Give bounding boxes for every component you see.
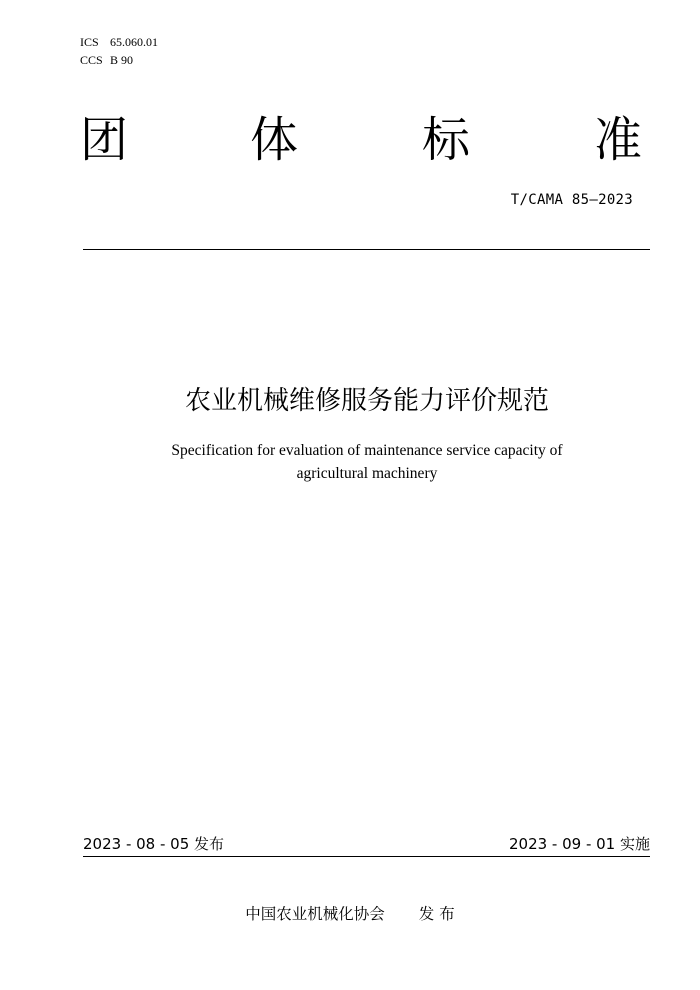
issue-date: 2023 - 08 - 05 发布 <box>83 835 225 853</box>
doc-type-char-3: 标 <box>422 112 471 168</box>
implementation-date: 2023 - 09 - 01 实施 <box>508 835 650 853</box>
publisher-name: 中国农业机械化协会 <box>245 905 385 923</box>
title-english-line-2: agricultural machinery <box>296 465 438 482</box>
publisher-line <box>0 904 700 924</box>
doc-type-char-4: 准 <box>594 112 643 168</box>
title-english <box>0 439 700 485</box>
ccs-code <box>80 53 133 67</box>
doc-type-char-2: 体 <box>250 112 299 168</box>
doc-type-char-1: 团 <box>80 112 129 168</box>
ccs-label: CCS <box>80 53 103 67</box>
ccs-value: B 90 <box>110 53 134 67</box>
ics-value: 65.060.01 <box>110 35 158 49</box>
ics-code <box>80 35 158 49</box>
title-english-line-1: Specification for evaluation of maintenance service capacity of <box>171 442 563 459</box>
title-chinese: 农业机械维修服务能力评价规范 <box>184 386 549 416</box>
standard-number: T/CAMA 85—2023 <box>510 192 633 208</box>
ics-label: ICS <box>80 35 99 49</box>
bottom-divider <box>83 856 650 857</box>
top-divider <box>83 249 650 250</box>
publish-label: 发 布 <box>418 905 455 923</box>
